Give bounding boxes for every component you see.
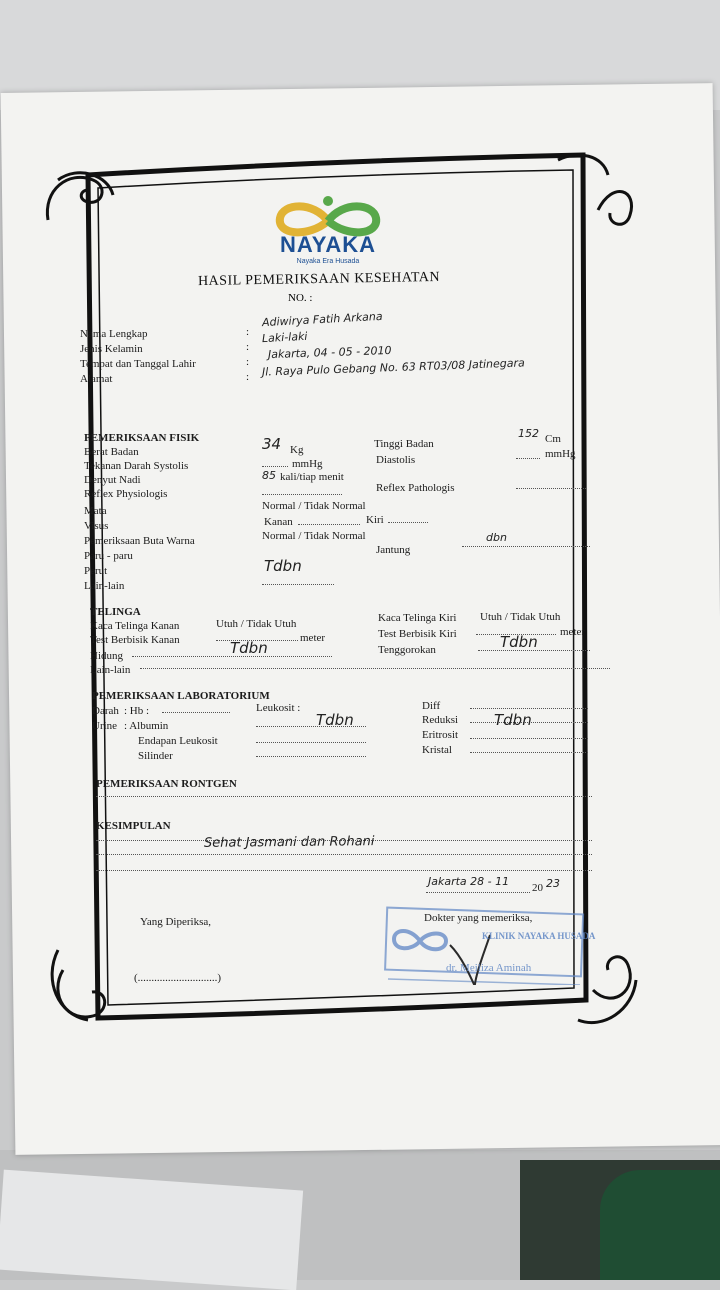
diastolis-label: Diastolis <box>376 454 416 466</box>
silinder-line <box>256 756 366 757</box>
ttl-label: Tempat dan Tanggal Lahir <box>80 358 196 370</box>
kesimpulan-line-3 <box>96 870 592 871</box>
background-green-object <box>600 1170 720 1280</box>
jantung-value: dbn <box>486 531 507 544</box>
alamat-label: Alamat <box>80 373 113 385</box>
endapan-line <box>256 742 366 743</box>
darah-label: Darah <box>92 705 119 717</box>
silinder-label: Silinder <box>138 750 173 762</box>
visus-kiri: Kiri <box>366 514 384 526</box>
buta-label: Pemeriksaan Buta Warna <box>84 535 195 547</box>
nama-value: Adiwirya Fatih Arkana <box>261 309 383 330</box>
visus-kanan-line <box>298 524 360 525</box>
berat-unit: Kg <box>290 444 304 456</box>
telinga-lain-line <box>140 668 610 669</box>
jantung-label: Jantung <box>376 544 411 556</box>
colon: : <box>246 326 250 338</box>
stamp-clinic-name: KLINIK NAYAKA HUSADA <box>482 931 596 941</box>
tinggi-unit: Cm <box>545 433 561 445</box>
stamp-doctor-name: dr. Meiliza Aminah <box>446 962 532 974</box>
eritrosit-line <box>470 738 588 739</box>
endapan-label: Endapan Leukosit <box>138 735 218 747</box>
ttl-value: Jakarta, 04 - 05 - 2010 <box>267 343 392 362</box>
tanggal-line <box>426 892 530 893</box>
visus-kanan: Kanan <box>264 516 293 528</box>
jenis-value: Laki-laki <box>261 329 308 346</box>
reflex-phys-label: Reflex Physiologis <box>84 488 168 500</box>
kesimpulan-value: Sehat Jasmani dan Rohani <box>203 834 375 851</box>
perut-label: Perut <box>84 565 108 577</box>
lab-right-value: Tdbn <box>494 711 532 729</box>
paru-perut-value: Tdbn <box>264 557 302 575</box>
tekanan-label: Tekanan Darah Systolis <box>84 460 189 472</box>
reduksi-label: Reduksi <box>422 714 459 726</box>
nadi-unit: kali/tiap menit <box>280 471 344 483</box>
lab-mid-value: Tdbn <box>316 711 354 729</box>
background-paper-corner <box>0 1170 303 1290</box>
kesimpulan-heading: KESIMPULAN <box>96 820 171 832</box>
mata-options: Normal / Tidak Normal <box>262 500 366 512</box>
tinggi-label: Tinggi Badan <box>374 438 434 450</box>
hidung-label: Hidung <box>90 650 123 662</box>
rontgen-heading: PEMERIKSAAN RONTGEN <box>96 778 237 790</box>
tanggal-value: Jakarta 28 - 11 <box>428 875 510 888</box>
tenggorokan-label: Tenggorokan <box>378 644 436 656</box>
brand-name: NAYAKA <box>279 232 377 257</box>
tenggorokan-value: Tdbn <box>500 633 538 651</box>
diff-line <box>470 708 588 709</box>
meter-kanan: meter <box>300 632 326 644</box>
tekanan-line <box>262 466 288 467</box>
document-number-label: NO. : <box>288 292 313 304</box>
brand-tagline: Nayaka Era Husada <box>296 258 360 265</box>
reflex-phys-line <box>262 494 342 495</box>
diastolis-unit: mmHg <box>545 448 576 460</box>
berbisik-kiri-label: Test Berbisik Kiri <box>378 628 457 640</box>
urine-label: Urine <box>92 720 118 732</box>
dokter-label: Dokter yang memeriksa, <box>424 912 533 924</box>
fisik-heading: PEMERIKSAAN FISIK <box>84 432 200 444</box>
eritrosit-label: Eritrosit <box>422 729 459 741</box>
paru-label: Paru - paru <box>84 550 133 562</box>
visus-label: Visus <box>84 520 109 532</box>
tahun-suffix: 23 <box>546 877 560 890</box>
colon: : <box>246 356 250 368</box>
visus-kiri-line <box>388 522 428 523</box>
lain-label: Lain-lain <box>84 580 125 592</box>
tahun-prefix: 20 <box>532 882 543 894</box>
hidung-value: Tdbn <box>230 639 268 657</box>
kaca-kiri-label: Kaca Telinga Kiri <box>378 612 457 624</box>
diff-label: Diff <box>422 700 441 712</box>
colon: : <box>246 371 250 383</box>
lain-line <box>262 584 334 585</box>
meter-kiri: meter <box>560 626 586 638</box>
jantung-line <box>462 546 590 547</box>
alamat-value: Jl. Raya Pulo Gebang No. 63 RT03/08 Jatinegara <box>261 356 526 379</box>
telinga-lain-label: Lain-lain <box>90 664 131 676</box>
diperiksa-signature: (.............................) <box>134 972 222 984</box>
colon: : <box>246 341 250 353</box>
nadi-value: 85 <box>262 469 276 482</box>
albumin-label: : Albumin <box>124 720 169 732</box>
leukosit-label: Leukosit : <box>256 702 301 714</box>
hidung-line <box>132 656 332 657</box>
jenis-label: Jenis Kelamin <box>80 343 143 355</box>
reflex-path-line <box>516 488 586 489</box>
kaca-kanan-label: Kaca Telinga Kanan <box>90 620 180 632</box>
reflex-path-label: Reflex Pathologis <box>376 482 455 494</box>
rontgen-line <box>96 796 592 797</box>
buta-options: Normal / Tidak Normal <box>262 530 366 542</box>
nama-label: Nama Lengkap <box>80 328 148 340</box>
kristal-line <box>470 752 588 753</box>
hb-label: : Hb : <box>124 705 150 717</box>
berat-value: 34 <box>262 435 282 453</box>
document-title: HASIL PEMERIKSAAN KESEHATAN <box>197 269 441 290</box>
lab-heading: PEMERIKSAAN LABORATORIUM <box>92 690 270 702</box>
nadi-label: Denyut Nadi <box>84 474 141 486</box>
kristal-label: Kristal <box>422 744 452 756</box>
mata-label: Mata <box>84 505 107 517</box>
diastolis-line <box>516 458 540 459</box>
kaca-kiri-options: Utuh / Tidak Utuh <box>480 611 561 623</box>
diperiksa-label: Yang Diperiksa, <box>140 916 211 928</box>
tekanan-unit: mmHg <box>292 458 323 470</box>
berat-label: Berat Badan <box>84 446 139 458</box>
hb-line <box>162 712 230 713</box>
tenggorokan-line <box>478 650 590 651</box>
berbisik-kanan-label: Test Berbisik Kanan <box>90 634 180 646</box>
telinga-heading: TELINGA <box>90 606 141 618</box>
tinggi-value: 152 <box>518 427 539 440</box>
kesimpulan-line-2 <box>96 854 592 855</box>
kaca-kanan-options: Utuh / Tidak Utuh <box>216 618 297 630</box>
